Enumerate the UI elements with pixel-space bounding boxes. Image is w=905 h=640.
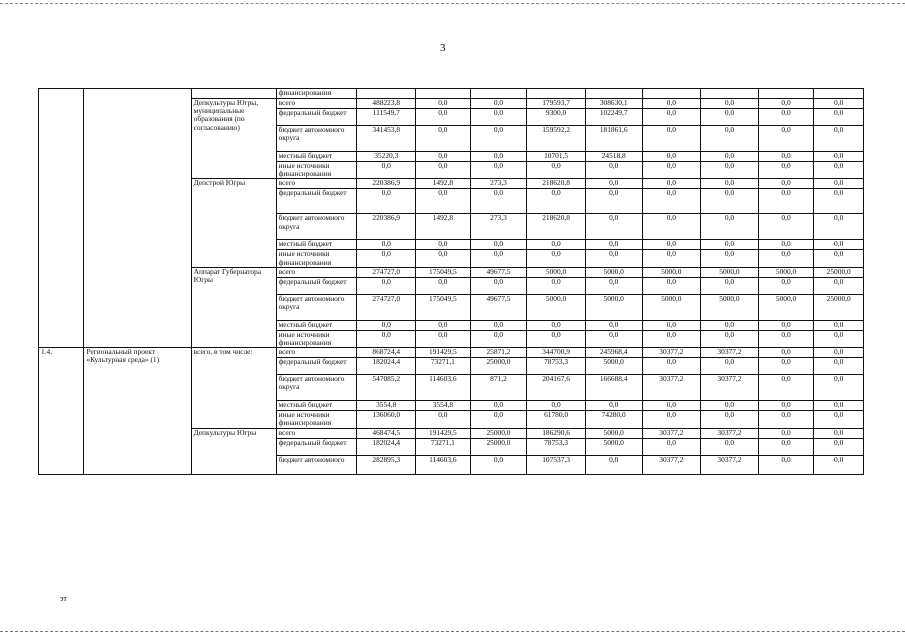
amount-cell bbox=[470, 89, 527, 99]
funding-source-cell: всего bbox=[276, 267, 357, 277]
funding-source-cell: бюджет автономного bbox=[276, 455, 357, 474]
amount-cell: 0,0 bbox=[701, 179, 759, 189]
amount-cell: 0,0 bbox=[701, 250, 759, 267]
amount-cell: 0,0 bbox=[527, 277, 586, 294]
funding-source-cell: федеральный бюджет bbox=[276, 189, 357, 214]
funding-source-cell: местный бюджет bbox=[276, 320, 357, 330]
amount-cell: 0,0 bbox=[814, 277, 864, 294]
funding-source-cell: всего bbox=[276, 428, 357, 438]
amount-cell: 0,0 bbox=[758, 455, 814, 474]
amount-cell: 30377,2 bbox=[642, 348, 701, 358]
amount-cell bbox=[416, 89, 471, 99]
amount-cell: 78753,3 bbox=[527, 438, 586, 455]
executor-cell: всего, в том числе: bbox=[191, 348, 276, 428]
amount-cell: 114603,6 bbox=[416, 375, 471, 401]
amount-cell: 0,0 bbox=[642, 214, 701, 240]
amount-cell: 0,0 bbox=[585, 214, 642, 240]
amount-cell: 179593,7 bbox=[527, 99, 586, 109]
funding-source-cell: всего bbox=[276, 99, 357, 109]
amount-cell: 0,0 bbox=[527, 189, 586, 214]
amount-cell: 30377,2 bbox=[642, 455, 701, 474]
amount-cell: 0,0 bbox=[527, 320, 586, 330]
amount-cell: 0,0 bbox=[642, 179, 701, 189]
amount-cell: 5000,0 bbox=[642, 294, 701, 320]
amount-cell: 175049,5 bbox=[416, 267, 471, 277]
funding-source-cell: бюджет автономного округа bbox=[276, 294, 357, 320]
amount-cell: 868724,4 bbox=[357, 348, 416, 358]
amount-cell: 3554,8 bbox=[357, 401, 416, 411]
amount-cell: 0,0 bbox=[758, 126, 814, 152]
amount-cell: 191429,5 bbox=[416, 428, 471, 438]
amount-cell: 0,0 bbox=[701, 99, 759, 109]
amount-cell: 0,0 bbox=[758, 358, 814, 375]
amount-cell: 0,0 bbox=[701, 126, 759, 152]
amount-cell: 0,0 bbox=[814, 348, 864, 358]
amount-cell: 0,0 bbox=[701, 162, 759, 179]
amount-cell: 49677,5 bbox=[470, 267, 527, 277]
amount-cell: 5000,0 bbox=[585, 438, 642, 455]
amount-cell: 5000,0 bbox=[527, 294, 586, 320]
amount-cell: 0,0 bbox=[701, 320, 759, 330]
funding-source-cell: иные источники финансирования bbox=[276, 250, 357, 267]
amount-cell: 0,0 bbox=[470, 401, 527, 411]
amount-cell: 273,3 bbox=[470, 179, 527, 189]
amount-cell: 0,0 bbox=[416, 411, 471, 428]
amount-cell: 0,0 bbox=[758, 240, 814, 250]
executor-cell: Аппарат Губернатора Югры bbox=[191, 267, 276, 347]
amount-cell: 182024,4 bbox=[357, 438, 416, 455]
amount-cell: 488223,8 bbox=[357, 99, 416, 109]
amount-cell: 25000,0 bbox=[470, 438, 527, 455]
amount-cell: 0,0 bbox=[758, 438, 814, 455]
amount-cell: 25000,0 bbox=[470, 428, 527, 438]
amount-cell: 0,0 bbox=[758, 428, 814, 438]
amount-cell: 0,0 bbox=[642, 401, 701, 411]
amount-cell: 0,0 bbox=[527, 240, 586, 250]
amount-cell: 0,0 bbox=[416, 330, 471, 347]
amount-cell: 218620,8 bbox=[527, 179, 586, 189]
amount-cell: 25000,0 bbox=[470, 358, 527, 375]
amount-cell: 5000,0 bbox=[642, 267, 701, 277]
amount-cell: 181861,6 bbox=[585, 126, 642, 152]
amount-cell: 111549,7 bbox=[357, 109, 416, 126]
amount-cell: 220386,9 bbox=[357, 179, 416, 189]
amount-cell: 0,0 bbox=[701, 189, 759, 214]
amount-cell: 0,0 bbox=[642, 189, 701, 214]
amount-cell bbox=[701, 89, 759, 99]
footer-mark: эт bbox=[60, 594, 67, 603]
amount-cell: 49677,5 bbox=[470, 294, 527, 320]
amount-cell: 0,0 bbox=[470, 277, 527, 294]
amount-cell: 0,0 bbox=[642, 438, 701, 455]
amount-cell: 0,0 bbox=[758, 99, 814, 109]
amount-cell: 0,0 bbox=[814, 99, 864, 109]
amount-cell: 0,0 bbox=[814, 179, 864, 189]
amount-cell bbox=[758, 89, 814, 99]
amount-cell: 191429,5 bbox=[416, 348, 471, 358]
amount-cell: 0,0 bbox=[642, 126, 701, 152]
amount-cell: 30377,2 bbox=[701, 455, 759, 474]
amount-cell: 0,0 bbox=[585, 162, 642, 179]
amount-cell: 5000,0 bbox=[585, 294, 642, 320]
amount-cell: 344700,9 bbox=[527, 348, 586, 358]
amount-cell: 0,0 bbox=[642, 358, 701, 375]
amount-cell: 0,0 bbox=[814, 455, 864, 474]
amount-cell: 0,0 bbox=[642, 240, 701, 250]
amount-cell: 175049,5 bbox=[416, 294, 471, 320]
funding-source-cell: федеральный бюджет bbox=[276, 109, 357, 126]
amount-cell: 5000,0 bbox=[585, 358, 642, 375]
amount-cell: 0,0 bbox=[758, 179, 814, 189]
amount-cell: 308630,1 bbox=[585, 99, 642, 109]
amount-cell: 0,0 bbox=[357, 189, 416, 214]
amount-cell: 0,0 bbox=[758, 189, 814, 214]
amount-cell: 0,0 bbox=[814, 411, 864, 428]
amount-cell: 0,0 bbox=[642, 152, 701, 162]
page-number: 3 bbox=[440, 42, 446, 54]
amount-cell: 0,0 bbox=[585, 330, 642, 347]
row-number-cell: 1.4. bbox=[39, 348, 84, 474]
amount-cell: 0,0 bbox=[585, 240, 642, 250]
amount-cell: 166688,4 bbox=[585, 375, 642, 401]
amount-cell: 24518,8 bbox=[585, 152, 642, 162]
amount-cell: 274727,0 bbox=[357, 294, 416, 320]
amount-cell: 30377,2 bbox=[701, 348, 759, 358]
amount-cell bbox=[585, 89, 642, 99]
amount-cell: 5000,0 bbox=[758, 294, 814, 320]
amount-cell: 341453,8 bbox=[357, 126, 416, 152]
funding-source-cell: иные источники финансирования bbox=[276, 162, 357, 179]
amount-cell: 0,0 bbox=[814, 109, 864, 126]
amount-cell: 0,0 bbox=[758, 401, 814, 411]
amount-cell: 0,0 bbox=[416, 277, 471, 294]
amount-cell: 0,0 bbox=[527, 401, 586, 411]
amount-cell: 25000,0 bbox=[814, 294, 864, 320]
funding-source-cell: федеральный бюджет bbox=[276, 277, 357, 294]
executor-cell: Депкультуры Югры bbox=[191, 428, 276, 474]
amount-cell: 0,0 bbox=[470, 455, 527, 474]
amount-cell: 0,0 bbox=[814, 428, 864, 438]
amount-cell: 74280,0 bbox=[585, 411, 642, 428]
amount-cell: 0,0 bbox=[814, 438, 864, 455]
amount-cell: 0,0 bbox=[357, 162, 416, 179]
funding-source-cell: местный бюджет bbox=[276, 401, 357, 411]
amount-cell: 0,0 bbox=[814, 189, 864, 214]
amount-cell: 0,0 bbox=[814, 330, 864, 347]
funding-source-cell: всего bbox=[276, 348, 357, 358]
amount-cell: 35220,3 bbox=[357, 152, 416, 162]
funding-source-cell: федеральный бюджет bbox=[276, 438, 357, 455]
amount-cell: 0,0 bbox=[470, 152, 527, 162]
amount-cell: 0,0 bbox=[642, 277, 701, 294]
amount-cell: 1492,8 bbox=[416, 214, 471, 240]
amount-cell: 0,0 bbox=[470, 330, 527, 347]
amount-cell: 0,0 bbox=[814, 375, 864, 401]
amount-cell: 136060,0 bbox=[357, 411, 416, 428]
amount-cell: 218620,8 bbox=[527, 214, 586, 240]
amount-cell: 0,0 bbox=[470, 240, 527, 250]
amount-cell: 0,0 bbox=[814, 320, 864, 330]
amount-cell: 0,0 bbox=[814, 358, 864, 375]
amount-cell: 0,0 bbox=[470, 320, 527, 330]
amount-cell: 0,0 bbox=[527, 330, 586, 347]
amount-cell: 25871,2 bbox=[470, 348, 527, 358]
funding-source-cell: федеральный бюджет bbox=[276, 358, 357, 375]
amount-cell: 0,0 bbox=[470, 99, 527, 109]
scan-edge-bottom bbox=[0, 631, 905, 632]
amount-cell: 0,0 bbox=[416, 162, 471, 179]
amount-cell: 30377,2 bbox=[701, 375, 759, 401]
amount-cell bbox=[814, 89, 864, 99]
amount-cell: 0,0 bbox=[527, 250, 586, 267]
amount-cell: 220386,9 bbox=[357, 214, 416, 240]
amount-cell: 0,0 bbox=[701, 240, 759, 250]
amount-cell: 0,0 bbox=[701, 330, 759, 347]
amount-cell: 0,0 bbox=[416, 189, 471, 214]
amount-cell: 107537,3 bbox=[527, 455, 586, 474]
amount-cell: 0,0 bbox=[758, 348, 814, 358]
amount-cell: 0,0 bbox=[357, 330, 416, 347]
amount-cell: 102249,7 bbox=[585, 109, 642, 126]
table-row bbox=[39, 348, 864, 358]
amount-cell: 0,0 bbox=[758, 250, 814, 267]
funding-source-cell: местный бюджет bbox=[276, 240, 357, 250]
amount-cell: 0,0 bbox=[357, 250, 416, 267]
amount-cell: 0,0 bbox=[701, 214, 759, 240]
amount-cell: 5000,0 bbox=[758, 267, 814, 277]
amount-cell: 0,0 bbox=[470, 109, 527, 126]
amount-cell: 5000,0 bbox=[701, 294, 759, 320]
amount-cell: 10701,5 bbox=[527, 152, 586, 162]
amount-cell: 0,0 bbox=[470, 189, 527, 214]
funding-source-cell: бюджет автономного округа bbox=[276, 375, 357, 401]
budget-table-body bbox=[39, 89, 864, 475]
amount-cell: 468474,5 bbox=[357, 428, 416, 438]
amount-cell: 0,0 bbox=[585, 320, 642, 330]
amount-cell: 204167,6 bbox=[527, 375, 586, 401]
amount-cell: 0,0 bbox=[527, 162, 586, 179]
amount-cell: 5000,0 bbox=[527, 267, 586, 277]
amount-cell: 0,0 bbox=[416, 240, 471, 250]
amount-cell: 0,0 bbox=[814, 126, 864, 152]
amount-cell: 0,0 bbox=[470, 411, 527, 428]
executor-cell: Депстрой Югры bbox=[191, 179, 276, 267]
funding-source-cell: всего bbox=[276, 179, 357, 189]
amount-cell: 0,0 bbox=[814, 401, 864, 411]
amount-cell: 61780,0 bbox=[527, 411, 586, 428]
amount-cell: 0,0 bbox=[758, 375, 814, 401]
amount-cell: 0,0 bbox=[701, 109, 759, 126]
amount-cell: 0,0 bbox=[701, 401, 759, 411]
amount-cell: 114603,6 bbox=[416, 455, 471, 474]
amount-cell bbox=[357, 89, 416, 99]
amount-cell: 0,0 bbox=[701, 277, 759, 294]
amount-cell: 78753,3 bbox=[527, 358, 586, 375]
amount-cell: 0,0 bbox=[758, 330, 814, 347]
amount-cell: 3554,8 bbox=[416, 401, 471, 411]
amount-cell: 871,2 bbox=[470, 375, 527, 401]
amount-cell: 0,0 bbox=[470, 126, 527, 152]
amount-cell: 9300,0 bbox=[527, 109, 586, 126]
amount-cell: 0,0 bbox=[416, 320, 471, 330]
amount-cell: 30377,2 bbox=[642, 428, 701, 438]
amount-cell: 0,0 bbox=[701, 152, 759, 162]
amount-cell: 0,0 bbox=[357, 277, 416, 294]
amount-cell: 0,0 bbox=[642, 330, 701, 347]
amount-cell: 0,0 bbox=[701, 358, 759, 375]
row-number-cell bbox=[39, 89, 84, 348]
funding-source-cell: местный бюджет bbox=[276, 152, 357, 162]
amount-cell: 0,0 bbox=[701, 438, 759, 455]
amount-cell: 0,0 bbox=[585, 179, 642, 189]
amount-cell: 0,0 bbox=[814, 152, 864, 162]
amount-cell: 282895,3 bbox=[357, 455, 416, 474]
amount-cell: 0,0 bbox=[585, 189, 642, 214]
budget-table bbox=[38, 88, 864, 475]
amount-cell: 5000,0 bbox=[701, 267, 759, 277]
amount-cell: 0,0 bbox=[357, 240, 416, 250]
amount-cell: 0,0 bbox=[585, 455, 642, 474]
amount-cell: 159592,2 bbox=[527, 126, 586, 152]
executor-cell bbox=[191, 89, 276, 99]
amount-cell: 0,0 bbox=[758, 162, 814, 179]
program-name-cell: Региональный проект «Культурная среда» (1) bbox=[84, 348, 191, 474]
amount-cell: 0,0 bbox=[758, 411, 814, 428]
amount-cell: 274727,0 bbox=[357, 267, 416, 277]
amount-cell: 0,0 bbox=[642, 411, 701, 428]
amount-cell: 0,0 bbox=[585, 277, 642, 294]
amount-cell: 1492,8 bbox=[416, 179, 471, 189]
funding-source-cell: бюджет автономного округа bbox=[276, 126, 357, 152]
amount-cell: 25000,0 bbox=[814, 267, 864, 277]
amount-cell: 73271,1 bbox=[416, 438, 471, 455]
amount-cell: 0,0 bbox=[585, 250, 642, 267]
amount-cell: 0,0 bbox=[814, 240, 864, 250]
amount-cell: 273,3 bbox=[470, 214, 527, 240]
program-name-cell bbox=[84, 89, 191, 348]
amount-cell: 0,0 bbox=[470, 250, 527, 267]
amount-cell: 0,0 bbox=[416, 109, 471, 126]
amount-cell: 0,0 bbox=[585, 401, 642, 411]
amount-cell: 30377,2 bbox=[642, 375, 701, 401]
amount-cell: 5000,0 bbox=[585, 267, 642, 277]
amount-cell bbox=[642, 89, 701, 99]
amount-cell: 0,0 bbox=[416, 250, 471, 267]
amount-cell: 182024,4 bbox=[357, 358, 416, 375]
amount-cell: 0,0 bbox=[701, 411, 759, 428]
amount-cell: 0,0 bbox=[814, 214, 864, 240]
amount-cell: 0,0 bbox=[642, 250, 701, 267]
table-row bbox=[39, 89, 864, 99]
amount-cell bbox=[527, 89, 586, 99]
amount-cell: 0,0 bbox=[416, 126, 471, 152]
funding-source-cell: финансирования bbox=[276, 89, 357, 99]
amount-cell: 0,0 bbox=[758, 152, 814, 162]
amount-cell: 73271,1 bbox=[416, 358, 471, 375]
funding-source-cell: иные источники финансирования bbox=[276, 411, 357, 428]
funding-source-cell: бюджет автономного округа bbox=[276, 214, 357, 240]
funding-source-cell: иные источники финансирования bbox=[276, 330, 357, 347]
amount-cell: 0,0 bbox=[642, 109, 701, 126]
amount-cell: 0,0 bbox=[416, 152, 471, 162]
amount-cell: 0,0 bbox=[758, 277, 814, 294]
amount-cell: 0,0 bbox=[758, 320, 814, 330]
executor-cell: Депкультуры Югры, муниципальные образования (по согласованию) bbox=[191, 99, 276, 179]
amount-cell: 0,0 bbox=[758, 109, 814, 126]
amount-cell: 30377,2 bbox=[701, 428, 759, 438]
amount-cell: 186290,6 bbox=[527, 428, 586, 438]
amount-cell: 547085,2 bbox=[357, 375, 416, 401]
amount-cell: 0,0 bbox=[758, 214, 814, 240]
amount-cell: 0,0 bbox=[470, 162, 527, 179]
scan-edge-top bbox=[0, 3, 905, 4]
amount-cell: 0,0 bbox=[357, 320, 416, 330]
amount-cell: 0,0 bbox=[814, 250, 864, 267]
amount-cell: 245968,4 bbox=[585, 348, 642, 358]
amount-cell: 0,0 bbox=[642, 320, 701, 330]
amount-cell: 0,0 bbox=[642, 99, 701, 109]
amount-cell: 0,0 bbox=[416, 99, 471, 109]
amount-cell: 0,0 bbox=[814, 162, 864, 179]
amount-cell: 0,0 bbox=[642, 162, 701, 179]
amount-cell: 5000,0 bbox=[585, 428, 642, 438]
